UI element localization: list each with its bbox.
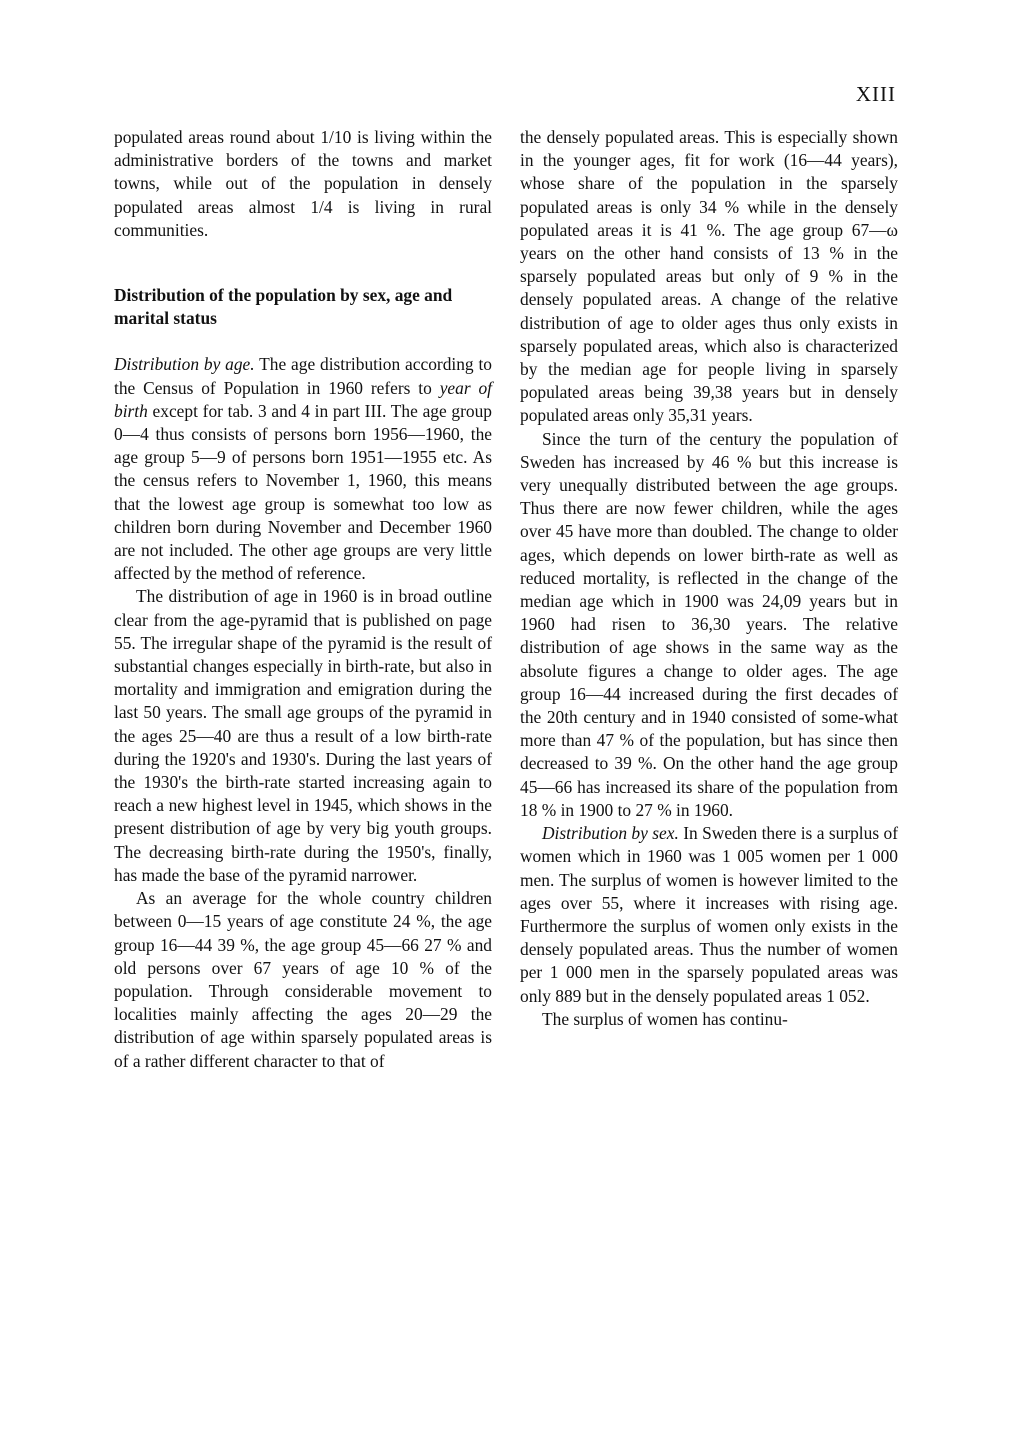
subheading-distribution-by-age: Distribution by age. bbox=[114, 354, 255, 375]
emphasis-year-of-birth: year of birth bbox=[114, 377, 492, 421]
subheading-distribution-by-sex: Distribution by sex. bbox=[542, 823, 679, 844]
paragraph-text: The age distribution according to the Census of Population in 1960 refers to bbox=[114, 354, 492, 398]
left-column bbox=[114, 126, 492, 1073]
paragraph-country-average: As an average for the whole country children between 0—15 years of age constitute 24 %, the age group 16—44 39 %, the age group 45—66 27 % and old persons over 67 years of age 10 % of the population. Through considerable movement to localities mainly affecting the ages 20—29 the distribution of age within sparsely populated areas is of a rather different character to that of bbox=[114, 888, 492, 1071]
page-number: XIII bbox=[855, 82, 896, 106]
paragraph-age-pyramid: The distribution of age in 1960 is in broad outline clear from the age-pyramid that is published on page 55. The irregular shape of the pyramid is the result of substantial changes especially in birth-rate, but also in mortality and immigration and emigration during the last 50 years. The small age groups of the pyramid in the ages 25—40 are thus a result of a low birth-rate during the 1920's and 1930's. During the last years of the 1930's the birth-rate started increasing again to reach a new highest level in 1945, which shows in the present distribution of age by very big youth groups. The decreasing birth-rate during the 1950's, finally, has made the base of the pyramid narrower. bbox=[114, 586, 492, 885]
paragraph-distribution-by-age bbox=[114, 353, 492, 585]
paragraph-rural-communities: populated areas round about 1/10 is living within the administrative borders of the towns and market towns, while out of the population in densely populated areas almost 1/4 is living in rural communities. bbox=[114, 127, 492, 240]
paragraph-text: In Sweden there is a surplus of women which in 1960 was 1 005 women per 1 000 men. The surplus of women is however limited to the ages over 55, where it increases with rising age. Furthermore the surplus of women only exists in the densely populated areas. Thus the number of women per 1 000 men in the sparsely populated areas was only 889 but in the densely populated areas 1 052. bbox=[520, 823, 898, 1006]
paragraph-century-increase: Since the turn of the century the population of Sweden has increased by 46 % but this increase is very unequally distributed between the age groups. Thus there are now fewer children, while the ages over 45 have more than doubled. The change to older ages, which depends on lower birth-rate as well as reduced mortality, is reflected in the change of the median age which in 1900 was 24,09 years but in 1960 had risen to 36,30 years. The relative distribution of age shows in the same way as the absolute figures a change to older ages. The age group 16—44 increased during the first decades of the 20th century and in 1940 consisted of some-what more than 47 % of the population, but has since then decreased to 39 %. On the other hand the age group 45—66 has increased its share of the population from 18 % in 1900 to 27 % in 1960. bbox=[520, 428, 898, 820]
paragraph-densely-populated: the densely populated areas. This is especially shown in the younger ages, fit for work (16—44 years), whose share of the population in the sparsely populated areas is only 34 % while in the densely populated areas it is 41 %. The age group 67—ω years on the other hand consists of 13 % in the sparsely populated areas but only of 9 % in the densely populated areas. A change of the relative distribution of age to older ages thus only exists in sparsely populated areas, which also is characterized by the median age for people living in sparsely populated areas being 39,38 years but in densely populated areas only 35,31 years. bbox=[520, 127, 898, 426]
section-heading: Distribution of the population by sex, age and marital status bbox=[114, 285, 453, 329]
paragraph-distribution-by-sex bbox=[520, 822, 898, 1008]
paragraph-surplus-continued: The surplus of women has continu- bbox=[542, 1008, 788, 1029]
paragraph-text: except for tab. 3 and 4 in part III. The age group 0—4 thus consists of persons born 1956—1960, the age group 5—9 of persons born 1951—1955 etc. As the census refers to November 1, 1960, this means that the lowest age group is somewhat too low as children born during November and December 1960 are not included. The other age groups are very little affected by the method of reference. bbox=[114, 400, 492, 584]
right-column bbox=[520, 126, 898, 1031]
